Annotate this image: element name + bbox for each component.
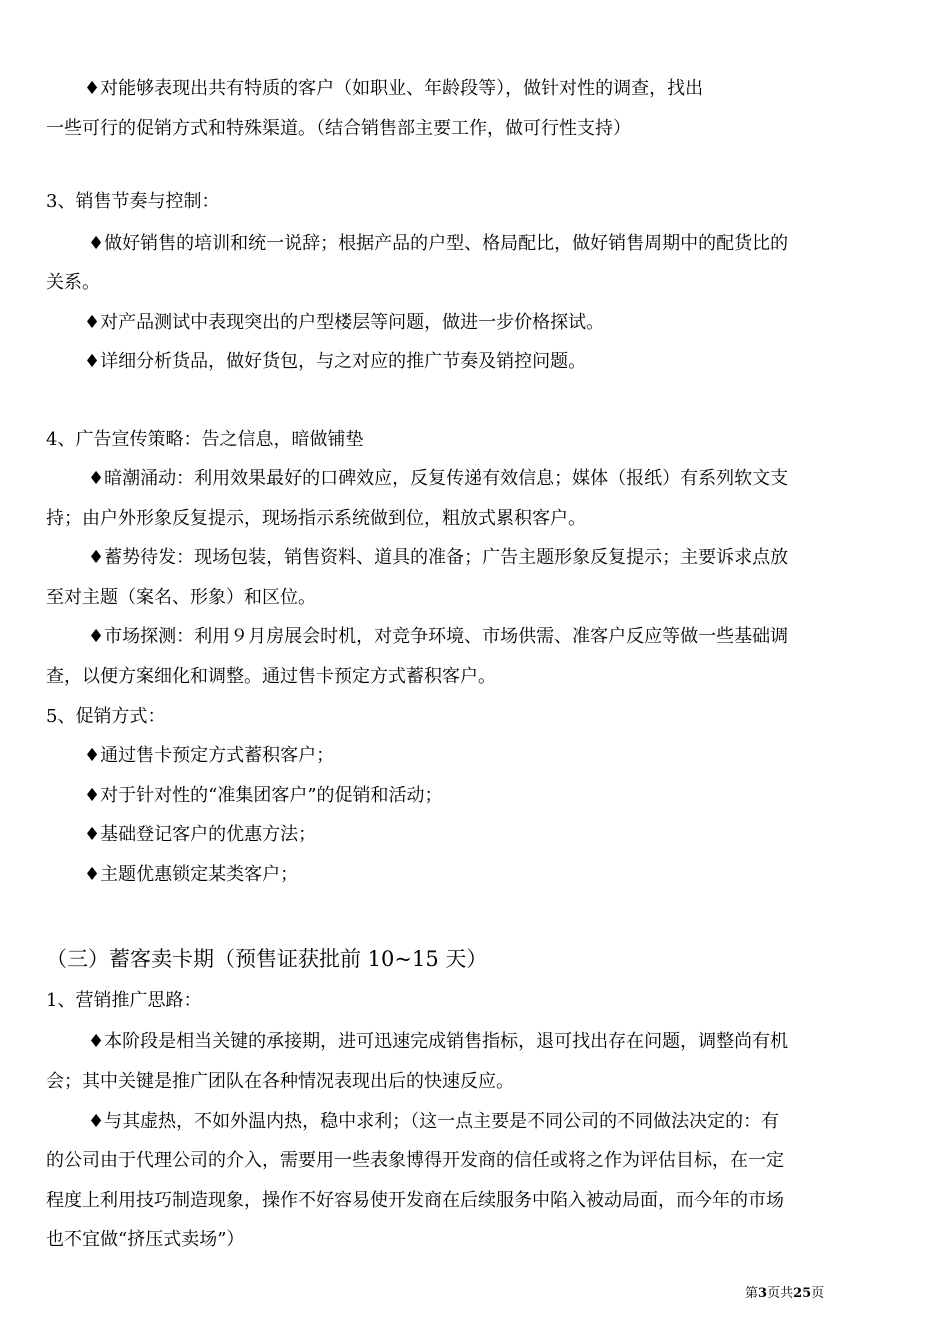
paragraph-line: ♦详细分析货品，做好货包，与之对应的推广节奏及销控问题。 (84, 351, 587, 372)
footer-suffix: 页 (811, 1286, 825, 1301)
footer-prefix: 第 (745, 1286, 759, 1301)
section-heading: 5、促销方式： (46, 706, 166, 727)
paragraph-line: ♦对产品测试中表现突出的户型楼层等问题，做进一步价格探试。 (84, 312, 605, 333)
paragraph-line: ♦对能够表现出共有特质的客户（如职业、年龄段等），做针对性的调查，找出 (84, 78, 704, 99)
paragraph-line: 关系。 (46, 272, 100, 293)
page-footer (745, 1286, 824, 1302)
paragraph-line: ♦市场探测：利用９月房展会时机，对竞争环境、市场供需、准客户反应等做一些基础调 (88, 626, 789, 647)
section-heading: 1、营销推广思路： (46, 990, 202, 1011)
section-heading: 3、销售节奏与控制： (46, 191, 220, 212)
paragraph-line: 也不宜做“挤压式卖场”） (46, 1229, 245, 1250)
list-item: ♦主题优惠锁定某类客户； (84, 864, 299, 885)
paragraph-line: 的公司由于代理公司的介入，需要用一些表象博得开发商的信任或将之作为评估目标，在一定 (46, 1150, 784, 1171)
paragraph-line: 查，以便方案细化和调整。通过售卡预定方式蓄积客户。 (46, 666, 496, 687)
paragraph-line: ♦暗潮涌动：利用效果最好的口碑效应，反复传递有效信息；媒体（报纸）有系列软文支 (88, 468, 789, 489)
list-item: ♦基础登记客户的优惠方法； (84, 824, 317, 845)
paragraph-line: 会；其中关键是推广团队在各种情况表现出后的快速反应。 (46, 1071, 514, 1092)
list-item: ♦对于针对性的“准集团客户”的促销和活动； (84, 785, 443, 806)
paragraph-line: ♦与其虚热，不如外温内热，稳中求利；（这一点主要是不同公司的不同做法决定的：有 (88, 1111, 780, 1132)
total-pages: 25 (793, 1286, 812, 1301)
paragraph-line: 持；由户外形象反复提示，现场指示系统做到位，粗放式累积客户。 (46, 508, 586, 529)
paragraph-line: ♦本阶段是相当关键的承接期，进可迅速完成销售指标，退可找出存在问题，调整尚有机 (88, 1031, 789, 1052)
page-number: 3 (758, 1286, 768, 1301)
paragraph-line: 至对主题（案名、形象）和区位。 (46, 587, 316, 608)
section-heading: 4、广告宣传策略：告之信息，暗做铺垫 (46, 429, 364, 450)
chapter-heading: （三）蓄客卖卡期（预售证获批前 10~15 天） (46, 947, 488, 971)
paragraph-line: ♦做好销售的培训和统一说辞；根据产品的户型、格局配比，做好销售周期中的配货比的 (88, 233, 789, 254)
footer-middle: 页共 (767, 1286, 794, 1301)
paragraph-line: 程度上利用技巧制造现象，操作不好容易使开发商在后续服务中陷入被动局面，而今年的市场 (46, 1190, 784, 1211)
paragraph-line: ♦蓄势待发：现场包装，销售资料、道具的准备；广告主题形象反复提示；主要诉求点放 (88, 547, 789, 568)
list-item: ♦通过售卡预定方式蓄积客户； (84, 745, 335, 766)
paragraph-line: 一些可行的促销方式和特殊渠道。（结合销售部主要工作，做可行性支持） (46, 118, 631, 139)
